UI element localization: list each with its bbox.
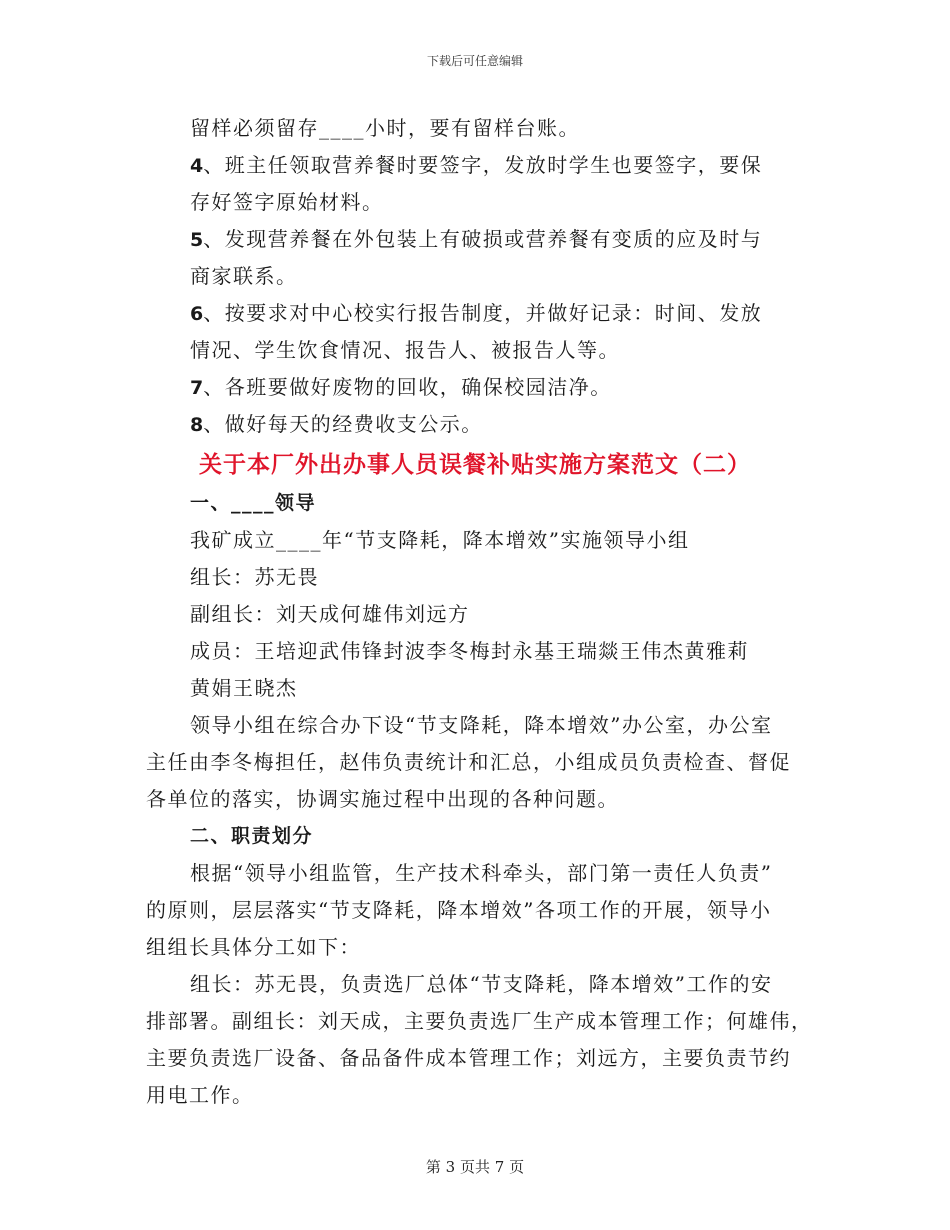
text-line: 用电工作。: [146, 1083, 254, 1107]
text-line: 根据“领导小组监管，生产技术科牵头，部门第一责任人负责”: [190, 861, 773, 885]
list-line-4: 商家联系。: [190, 264, 298, 288]
page-header: 下载后可任意编辑: [426, 54, 523, 68]
section-title: 关于本厂外出办事人员误餐补贴实施方案范文（二）: [199, 452, 751, 478]
text-line: 组长：苏无畏，负责选厂总体“节支降耗，降本增效”工作的安: [190, 972, 773, 996]
list-item-5: 5、发现营养餐在外包装上有破损或营养餐有变质的应及时与: [190, 227, 763, 251]
text-line: 的原则，层层落实“节支降耗，降本增效”各项工作的开展，领导小: [146, 898, 772, 922]
text-line: 各单位的落实，协调实施过程中出现的各种问题。: [146, 787, 619, 811]
text-line: 副组长：刘天成何雄伟刘远方: [190, 602, 470, 626]
list-number: 6: [190, 303, 204, 325]
list-number: 7: [190, 377, 204, 399]
text-line: 排部署。副组长：刘天成，主要负责选厂生产成本管理工作；何雄伟，: [146, 1009, 813, 1033]
list-item-7: 7、各班要做好废物的回收，确保校园洁净。: [190, 375, 612, 399]
text-line: 我矿成立____年“节支降耗，降本增效”实施领导小组: [190, 528, 690, 552]
list-number: 4: [190, 155, 204, 177]
text-line: 成员：王培迎武伟锋封波李冬梅封永基王瑞燚王伟杰黄雅莉: [190, 639, 749, 663]
list-item-4: 4、班主任领取营养餐时要签字，发放时学生也要签字，要保: [190, 153, 763, 177]
text-line: 领导小组在综合办下设“节支降耗，降本增效”办公室，办公室: [190, 713, 773, 737]
heading-leadership: 一、____领导: [190, 492, 317, 514]
text-line: 主要负责选厂设备、备品备件成本管理工作；刘远方，主要负责节约: [146, 1046, 791, 1070]
list-item-6: 6、按要求对中心校实行报告制度，并做好记录：时间、发放: [190, 301, 763, 325]
page-footer: 第 3 页共 7 页: [425, 1158, 525, 1176]
list-line-0: 留样必须留存____小时，要有留样台账。: [190, 116, 580, 140]
list-number: 8: [190, 414, 204, 436]
list-line-2: 存好签字原始材料。: [190, 190, 384, 214]
text-line: 组组长具体分工如下：: [146, 935, 361, 959]
heading-duties: 二、职责划分: [190, 825, 314, 847]
text-line: 黄娟王晓杰: [190, 676, 298, 700]
list-line-6: 情况、学生饮食情况、报告人、被报告人等。: [190, 338, 620, 362]
list-item-8: 8、做好每天的经费收支公示。: [190, 412, 483, 436]
list-number: 5: [190, 229, 204, 251]
text-line: 组长：苏无畏: [190, 565, 319, 589]
text-line: 主任由李冬梅担任，赵伟负责统计和汇总，小组成员负责检查、督促: [146, 750, 791, 774]
